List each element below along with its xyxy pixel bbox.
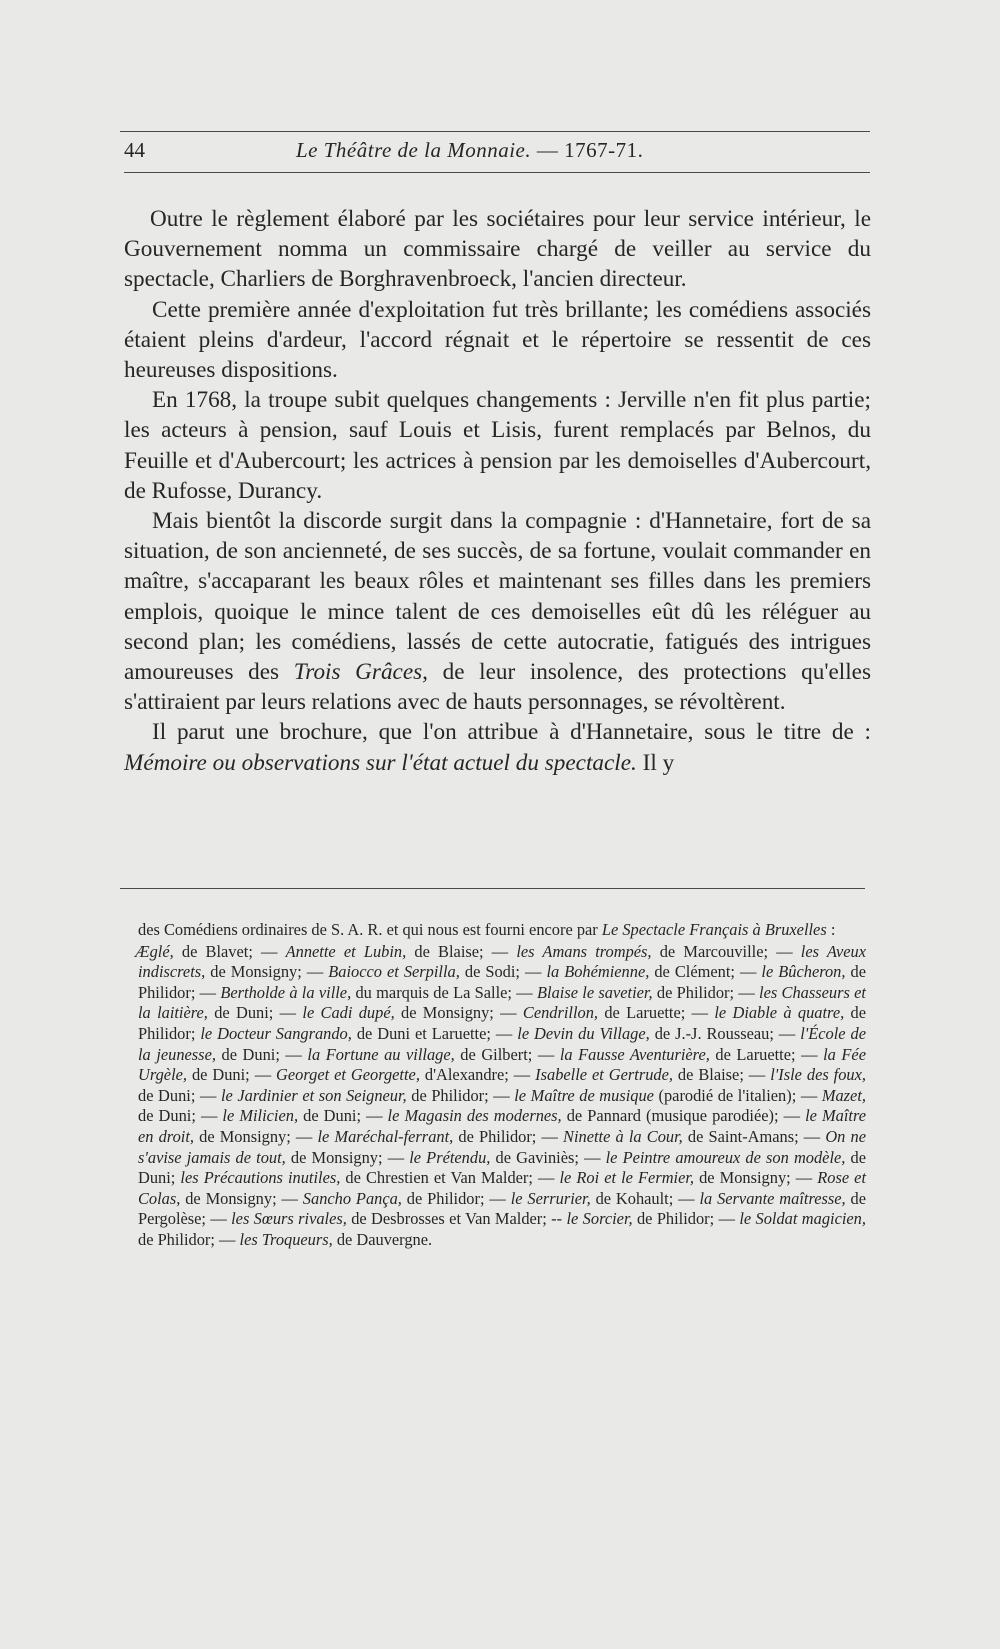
header-years: 1767-71. xyxy=(564,138,644,162)
work-title: On ne s'avise jamais de tout, xyxy=(138,1126,866,1167)
composer-text: de Philidor; — xyxy=(453,1126,564,1146)
paragraph xyxy=(124,385,871,506)
composer-text: de Blaise; — xyxy=(406,941,517,961)
work-title: le Roi et le Fermier, xyxy=(559,1168,695,1188)
work-title: le Serrurier, xyxy=(510,1188,591,1208)
composer-text: de Marcouville; — xyxy=(651,941,801,961)
work-title: l'École de la jeunesse, xyxy=(138,1023,867,1064)
footnote-separator xyxy=(120,888,865,889)
work-title: le Maître en droit, xyxy=(138,1106,866,1146)
composer-text: de Pannard (musique parodiée); — xyxy=(561,1106,806,1126)
paragraph xyxy=(124,204,871,295)
work-title: le Devin du Village, xyxy=(517,1023,650,1043)
work-title: la Fortune au village, xyxy=(307,1044,455,1064)
work-title: le Sorcier, xyxy=(566,1209,633,1229)
paragraph xyxy=(124,717,871,777)
footnote-intro xyxy=(138,920,866,941)
composer-text: de Philidor; — xyxy=(652,982,760,1002)
composer-text: de Duni; — xyxy=(138,1106,223,1126)
work-title: la Servante maîtresse, xyxy=(699,1188,846,1208)
work-title: le Jardinier et son Seigneur, xyxy=(220,1085,407,1105)
running-header xyxy=(124,138,870,168)
composer-text: de Duni; — xyxy=(207,1003,303,1023)
footnote xyxy=(135,920,867,1251)
composer-text: de Laruette; — xyxy=(709,1044,824,1064)
text-run-italic: Trois Grâces, xyxy=(293,659,428,686)
work-title: Georget et Georgette, xyxy=(276,1065,420,1085)
composer-text: de Kohault; — xyxy=(590,1188,700,1208)
composer-text: de Philidor; — xyxy=(401,1188,511,1208)
composer-text: de Philidor; xyxy=(138,1003,866,1043)
header-bottom-rule xyxy=(124,172,870,173)
composer-text: de Monsigny; — xyxy=(285,1147,410,1167)
composer-text: de Dauvergne. xyxy=(332,1229,433,1249)
composer-text: de Monsigny; — xyxy=(694,1168,818,1188)
work-title: Blaise le savetier, xyxy=(537,982,653,1002)
text-run: Il parut une brochure, que l'on attribue à d'Hannetaire, sous le titre de : xyxy=(152,719,871,746)
work-title: les Chasseurs et la laitière, xyxy=(138,982,866,1023)
composer-text: de Duni; — xyxy=(298,1106,388,1126)
text-run-italic: Le Spectacle Français à Bruxelles xyxy=(601,920,827,939)
composer-text: de Philidor; — xyxy=(632,1209,740,1229)
work-title: les Sœurs rivales, xyxy=(231,1209,347,1229)
work-title: Rose et Colas, xyxy=(138,1168,866,1208)
footnote-repertoire-list xyxy=(135,941,867,1251)
composer-text: de Laruette; — xyxy=(598,1003,715,1023)
composer-text: de Gilbert; — xyxy=(454,1044,560,1064)
work-title: le Peintre amoureux de son modèle, xyxy=(605,1147,846,1167)
work-title: les Aveux indiscrets, xyxy=(138,941,866,982)
composer-text: de Duni; — xyxy=(215,1044,308,1064)
composer-text: (parodié de l'italien); — xyxy=(653,1085,822,1105)
work-title: Sancho Pança, xyxy=(302,1188,402,1208)
text-run: Mais bientôt la discorde surgit dans la compagnie : d'Hannetaire, fort de sa situation, de son ancienneté, de ses succès, de sa fortune, voulait commander en maître, s'accaparant les beaux rôles et maintenant ses filles dans les premiers emplois, quoique le mince talent de ces demoiselles eût dû les réléguer au second plan; les comédiens, lassés de cette autocratie, fatigués des intrigues amoureuses des xyxy=(124,508,871,686)
composer-text: de Duni; xyxy=(138,1147,866,1188)
composer-text: de Saint-Amans; — xyxy=(682,1126,826,1146)
text-run: Cette première année d'exploitation fut très brillante; les comédiens associés étaient pleins d'ardeur, l'accord régnait et le répertoire se ressentit de ces heureuses dispositions. xyxy=(124,296,871,384)
composer-text: de Monsigny; — xyxy=(205,962,329,982)
composer-text: de Philidor; — xyxy=(138,962,866,1002)
composer-text: de Pergolèse; — xyxy=(138,1188,866,1229)
work-title: Mazet, xyxy=(821,1085,866,1105)
composer-text: d'Alexandre; — xyxy=(419,1065,536,1085)
work-title: l'Isle des foux, xyxy=(770,1065,866,1085)
work-title: les Précautions inutiles, xyxy=(180,1168,341,1188)
work-title: le Maréchal-ferrant, xyxy=(317,1126,454,1146)
work-title: Ninette à la Cour, xyxy=(563,1126,683,1146)
text-run: des Comédiens ordinaires de S. A. R. et qui nous est fourni encore par xyxy=(138,920,602,939)
work-title: Baiocco et Serpilla, xyxy=(328,962,460,982)
paragraph xyxy=(124,506,871,717)
work-title: Cendrillon, xyxy=(522,1003,599,1023)
composer-text: de Philidor; — xyxy=(406,1085,515,1105)
composer-text: de Monsigny; — xyxy=(180,1188,303,1208)
text-run: Outre le règlement élaboré par les sociétaires pour leur service intérieur, le Gouvernement nomma un commissaire chargé de veiller au service du spectacle, Charliers de Borghravenbroeck, l'ancien directeur. xyxy=(124,206,871,293)
composer-text: de Gaviniès; — xyxy=(490,1147,606,1167)
text-run: En 1768, la troupe subit quelques changements : Jerville n'en fit plus partie; les acteurs à pension, sauf Louis et Lisis, furent remplacés par Belnos, du Feuille et d'Aubercourt; les actrices à pension par les demoiselles d'Aubercourt, de Rufosse, Durancy. xyxy=(124,387,871,504)
composer-text: de Duni et Laruette; — xyxy=(351,1023,518,1043)
text-run: : xyxy=(826,920,836,939)
composer-text: de Sodi; — xyxy=(459,962,547,982)
work-title: le Prétendu, xyxy=(409,1147,491,1167)
page-number: 44 xyxy=(124,138,145,162)
composer-text: de Blaise; — xyxy=(672,1065,771,1085)
text-run: de leur insolence, des protections qu'elles s'attiraient par leurs relations avec de hauts personnages, se révoltèrent. xyxy=(124,659,871,716)
composer-text: de Chrestien et Van Malder; — xyxy=(340,1168,560,1188)
paragraph xyxy=(124,295,871,386)
work-title: les Troqueurs, xyxy=(239,1229,333,1249)
work-title: la Fausse Aventurière, xyxy=(559,1044,710,1064)
composer-text: de Desbrosses et Van Malder; -- xyxy=(346,1209,567,1229)
work-title: le Milicien, xyxy=(222,1106,299,1126)
composer-text: de J.-J. Rousseau; — xyxy=(649,1023,801,1043)
composer-text: de Monsigny; — xyxy=(394,1003,523,1023)
work-title: Isabelle et Gertrude, xyxy=(535,1065,673,1085)
composer-text: de Monsigny; — xyxy=(193,1126,318,1146)
work-title: le Soldat magicien, xyxy=(739,1209,866,1229)
work-title: le Bûcheron, xyxy=(761,962,846,982)
text-run-italic: Mémoire ou observations sur l'état actuel du spectacle. xyxy=(124,749,637,776)
work-title: le Magasin des modernes, xyxy=(387,1106,562,1126)
header-top-rule xyxy=(120,131,870,132)
running-title-text: Le Théâtre de la Monnaie. xyxy=(296,138,532,162)
work-title: Bertholde à la ville, xyxy=(220,982,352,1002)
work-title: le Diable à quatre, xyxy=(714,1003,845,1023)
work-title: le Docteur Sangrando, xyxy=(200,1023,352,1043)
work-title: Annette et Lubin, xyxy=(285,941,407,961)
composer-text: de Philidor; — xyxy=(138,1229,240,1249)
composer-text: de Clément; — xyxy=(649,962,762,982)
work-title: le Cadi dupé, xyxy=(302,1003,395,1023)
main-text xyxy=(124,204,871,778)
text-run: Il y xyxy=(636,749,675,776)
running-title xyxy=(296,138,643,163)
composer-text: de Duni; — xyxy=(187,1065,277,1085)
work-title: la Bohémienne, xyxy=(546,962,650,982)
header-dash: — xyxy=(536,138,559,162)
work-title: le Maître de musique xyxy=(514,1085,654,1105)
work-title: Æglé, xyxy=(135,941,174,961)
work-title: les Amans trompés, xyxy=(516,941,652,961)
composer-text: de Duni; — xyxy=(138,1085,221,1105)
composer-text: de Blavet; — xyxy=(173,941,286,961)
composer-text: du marquis de La Salle; — xyxy=(351,982,537,1002)
work-title: la Fée Urgèle, xyxy=(138,1044,866,1085)
